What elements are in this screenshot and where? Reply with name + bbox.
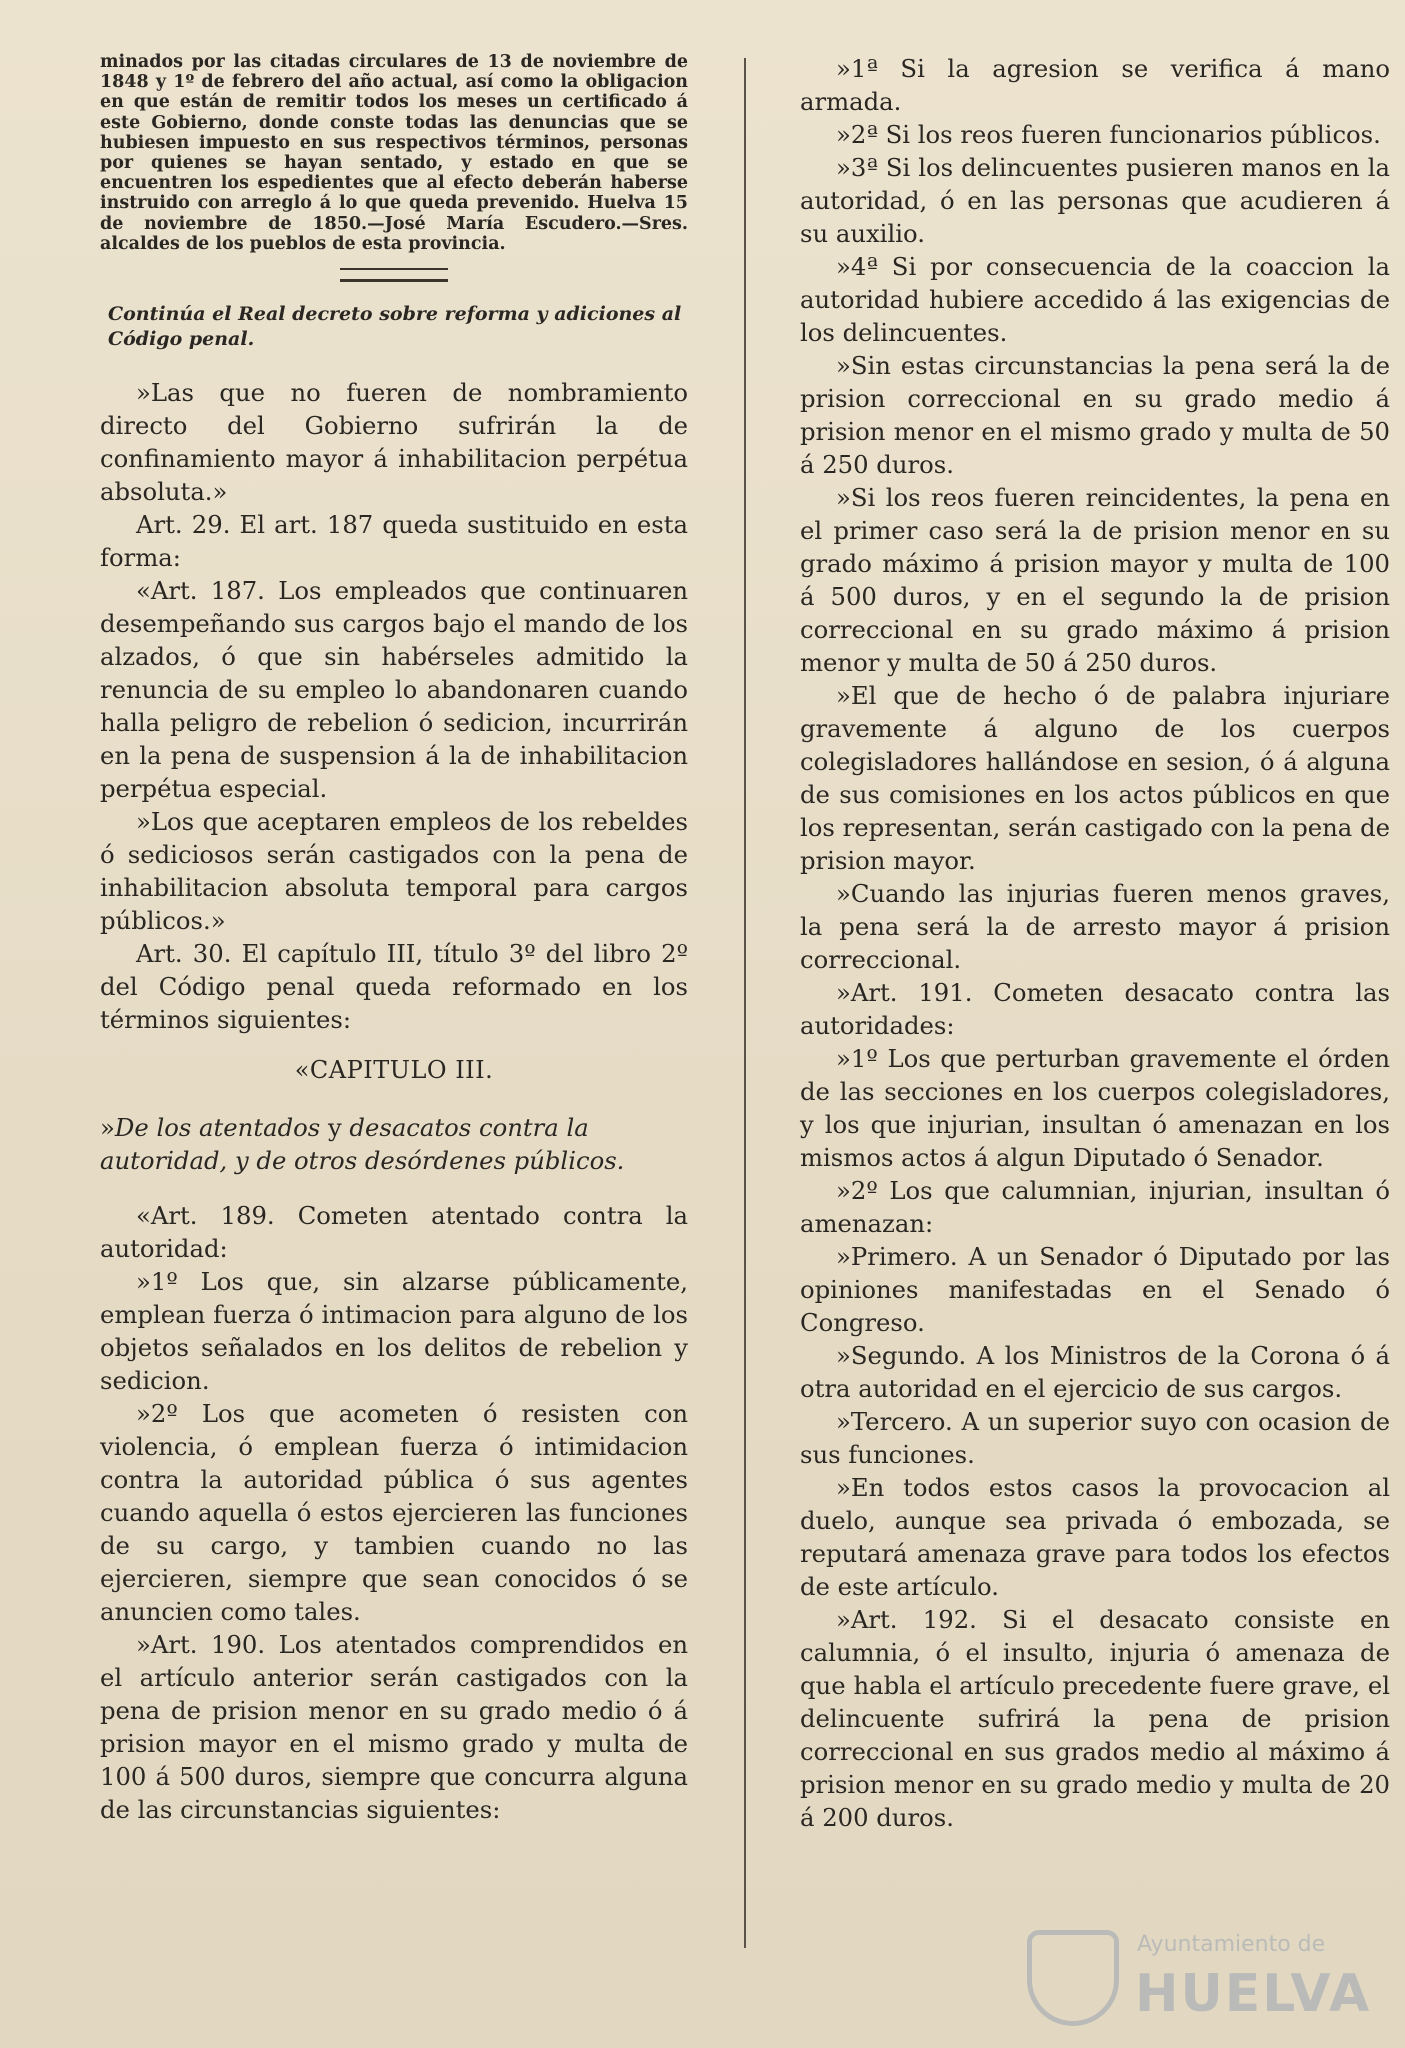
body-paragraph: »Art. 190. Los atentados comprendidos en el artículo anterior serán castigados con la pena de prision menor en su grado medio ó á prision mayor en el mismo grado y multa de 100 á 500 duros, siempre que concurra alguna de las circunstancias siguientes: [100,1630,688,1825]
body-paragraph: »2º Los que acometen ó resisten con violencia, ó emplean fuerza ó intimidacion contra la autoridad pública ó sus agentes cuando aquella ó estos ejercieren las funciones de su cargo, y tambien cuando no las ejercieren, siempre que sean conocidos ó se anuncien como tales. [100,1399,688,1627]
body-paragraph: »Tercero. A un superior suyo con ocasion de sus funciones. [800,1407,1390,1469]
chapter-title: «CAPITULO III. [294,1056,494,1085]
chapter-subtitle-prefix: » [100,1113,115,1143]
body-paragraph: »Las que no fueren de nombramiento directo del Gobierno sufrirán la de confinamiento mayor á inhabilitacion perpétua absoluta.» [100,378,688,507]
body-paragraph: »1ª Si la agresion se verifica á mano armada. [800,54,1390,116]
body-paragraph: »Sin estas circunstancias la pena será la de prision correccional en su grado medio á prision menor en el mismo grado y multa de 50 á 250 duros. [800,351,1390,479]
chapter-subtitle-part2: desacatos contra la autoridad, y de otros desórdenes públicos. [100,1113,625,1176]
body-paragraph: Art. 29. El art. 187 queda sustituido en esta forma: [100,510,688,573]
body-paragraph: »Art. 192. Si el desacato consiste en calumnia, ó el insulto, injuria ó amenaza de que habla el artículo precedente fuere grave, el delincuente sufrirá la pena de prision correccional en sus grados medio al máximo á prision menor en su grado medio y multa de 20 á 200 duros. [800,1605,1390,1832]
body-paragraph: »2º Los que calumnian, injurian, insultan ó amenazan: [800,1176,1390,1238]
body-paragraph: »Cuando las injurias fueren menos graves, la pena será la de arresto mayor á prision correccional. [800,879,1390,974]
section-divider-rule [340,268,448,282]
right-column [800,52,1390,1834]
chapter-subtitle-part1: De los atentados [114,1113,321,1143]
body-paragraph: »Si los reos fueren reincidentes, la pena en el primer caso será la de prision menor en su grado máximo á prision mayor y multa de 100 á 500 duros, y en el segundo la de prision correccional en su grado máximo á prision menor y multa de 50 á 250 duros. [800,483,1390,677]
body-paragraph: »4ª Si por consecuencia de la coaccion la autoridad hubiere accedido á las exigencias de los delincuentes. [800,252,1390,347]
left-column [100,52,688,1826]
column-divider [744,58,746,1948]
chapter-subtitle-and: y [320,1113,350,1143]
body-paragraph: »1º Los que perturban gravemente el órden de las secciones en los cuerpos colegisladores, y los que injurian, insultan ó amenazan en los mismos actos á algun Diputado ó Senador. [800,1044,1390,1172]
body-paragraph: »1º Los que, sin alzarse públicamente, emplean fuerza ó intimacion para alguno de los objetos señalados en los delitos de rebelion y sedicion. [100,1267,688,1396]
body-paragraph: »En todos estos casos la provocacion al duelo, aunque sea privada ó embozada, se reputará amenaza grave para todos los efectos de este artículo. [800,1473,1390,1601]
city-shield-icon [1027,1930,1119,2026]
body-paragraph: Art. 30. El capítulo III, título 3º del libro 2º del Código penal queda reformado en los términos siguientes: [100,939,688,1035]
archive-watermark [1027,1922,1387,2032]
body-paragraph: »El que de hecho ó de palabra injuriare gravemente á alguno de los cuerpos colegisladores hallándose en sesion, ó á alguna de sus comisiones en los actos públicos en que los representan, serán castigado con la pena de prision mayor. [800,681,1390,875]
circular-closing-paragraph: minados por las citadas circulares de 13 de noviembre de 1848 y 1º de febrero del año actual, así como la obligacion en que están de remitir todos los meses un certificado á este Gobierno, donde conste todas las denuncias que se hubiesen impuesto en sus respectivos términos, personas por quienes se hayan sentado, y estado en que se encuentren los espedientes que al efecto deberán haberse instruido con arreglo á lo que queda prevenido. Huelva 15 de noviembre de 1850.—José María Escudero.—Sres. alcaldes de los pueblos de esta provincia. [100,52,688,254]
watermark-line1: Ayuntamiento de [1137,1932,1326,1957]
body-paragraph: «Art. 187. Los empleados que continuaren desempeñando sus cargos bajo el mando de los alzados, ó que sin habérseles admitido la renuncia de su empleo lo abandonaren cuando halla peligro de rebelion ó sedicion, incurrirán en la pena de suspension á la de inhabilitacion perpétua especial. [100,576,688,804]
watermark-line2: HUELVA [1135,1964,1372,2024]
body-paragraph: «Art. 189. Cometen atentado contra la autoridad: [100,1201,688,1264]
body-paragraph: »Art. 191. Cometen desacato contra las autoridades: [800,978,1390,1040]
body-paragraph: »Segundo. A los Ministros de la Corona ó á otra autoridad en el ejercicio de sus cargos. [800,1341,1390,1403]
body-paragraph: »2ª Si los reos fueren funcionarios públicos. [836,120,1381,149]
body-paragraph: »Primero. A un Senador ó Diputado por las opiniones manifestadas en el Senado ó Congreso. [800,1242,1390,1337]
body-paragraph: »3ª Si los delincuentes pusieren manos en la autoridad, ó en las personas que acudieren á su auxilio. [800,153,1390,248]
section-heading: Continúa el Real decreto sobre reforma y adiciones al Código penal. [108,303,682,351]
body-paragraph: »Los que aceptaren empleos de los rebeldes ó sediciosos serán castigados con la pena de inhabilitacion absoluta temporal para cargos públicos.» [100,807,688,936]
chapter-subtitle [100,1111,688,1177]
